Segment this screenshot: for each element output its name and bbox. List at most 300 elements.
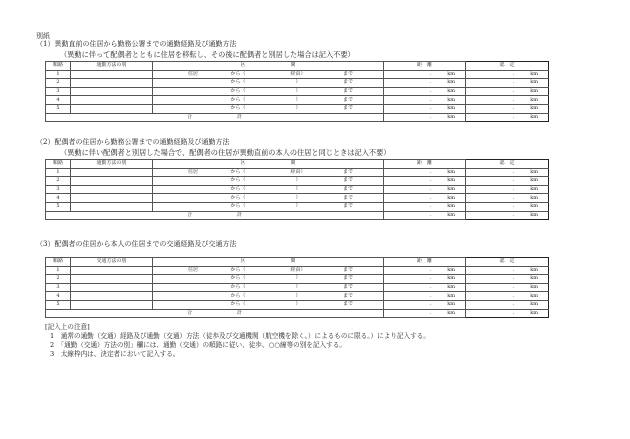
distance-field[interactable]	[384, 70, 466, 79]
decimal-point: .	[512, 113, 515, 120]
section-template	[153, 79, 383, 86]
to-label: まで	[342, 194, 353, 201]
total-row	[46, 113, 549, 122]
km-unit: km	[447, 79, 455, 86]
to-label: まで	[342, 70, 353, 77]
distance-field[interactable]	[384, 79, 466, 88]
section-header: 区 間	[153, 160, 384, 169]
km-unit: km	[530, 186, 538, 193]
to-label: まで	[342, 88, 353, 95]
via-label: ）	[295, 301, 301, 308]
decimal-point: .	[512, 105, 515, 112]
from-label: から（	[230, 186, 246, 193]
order-number: 1	[46, 266, 71, 275]
to-label: まで	[342, 266, 353, 273]
km-value	[466, 177, 548, 184]
table-row	[46, 300, 549, 309]
decimal-point: .	[429, 70, 432, 77]
decimal-point: .	[512, 79, 515, 86]
from-label: から（	[230, 284, 246, 291]
section-title: （1）異動直前の住居から勤務公署までの通勤経路及び通勤方法	[36, 40, 237, 48]
from-label: から（	[230, 266, 246, 273]
km-unit: km	[447, 177, 455, 184]
decimal-point: .	[429, 203, 432, 210]
method-field[interactable]	[71, 266, 153, 275]
decimal-point: .	[512, 203, 515, 210]
table-row	[46, 104, 549, 113]
km-value	[466, 203, 548, 210]
distance-total[interactable]	[384, 113, 466, 122]
decimal-point: .	[512, 284, 515, 291]
from-label: から（	[230, 70, 246, 77]
via-label: ）	[295, 186, 301, 193]
method-field[interactable]	[71, 292, 153, 301]
decimal-point: .	[429, 211, 432, 218]
km-value	[384, 186, 465, 193]
km-value	[466, 284, 548, 291]
decimal-point: .	[429, 292, 432, 299]
km-value	[466, 301, 548, 308]
residence-label: 住居	[187, 70, 198, 77]
method-field[interactable]	[71, 104, 153, 113]
section-template	[153, 275, 383, 282]
section-template	[153, 267, 383, 274]
header-row	[46, 62, 549, 71]
section-template	[153, 177, 383, 184]
approved-total[interactable]	[466, 309, 549, 318]
note-2: 2 「通勤（交通）方法の別」欄には、通勤（交通）の順路に従い、徒歩、○○線等の別を記入する。	[50, 341, 346, 349]
section-template	[153, 169, 383, 176]
km-unit: km	[447, 70, 455, 77]
distance-field[interactable]	[384, 177, 466, 186]
decimal-point: .	[429, 301, 432, 308]
km-value	[384, 169, 465, 176]
method-field[interactable]	[71, 177, 153, 186]
table-row	[46, 185, 549, 194]
section-field[interactable]	[153, 168, 384, 177]
section-field[interactable]	[153, 96, 384, 105]
km-unit: km	[530, 113, 538, 120]
via-label: 経由）	[290, 266, 306, 273]
residence-label	[173, 284, 213, 291]
km-value	[466, 169, 548, 176]
header-row	[46, 258, 549, 267]
section-template	[153, 88, 383, 95]
via-label: 経由）	[290, 70, 306, 77]
km-unit: km	[530, 96, 538, 103]
km-unit: km	[447, 186, 455, 193]
km-value	[466, 186, 548, 193]
distance-header: 距 離	[384, 62, 466, 71]
approved-field[interactable]	[466, 96, 549, 105]
method-field[interactable]	[71, 185, 153, 194]
km-value	[466, 114, 548, 121]
from-label: から（	[230, 194, 246, 201]
method-field[interactable]	[71, 275, 153, 284]
km-unit: km	[447, 96, 455, 103]
km-value	[384, 293, 465, 300]
method-header: 通勤方法の別	[71, 62, 153, 71]
table-row	[46, 266, 549, 275]
approved-field[interactable]	[466, 168, 549, 177]
km-value	[384, 97, 465, 104]
km-value	[466, 88, 548, 95]
via-label: ）	[295, 275, 301, 282]
residence-label	[173, 88, 213, 95]
km-value	[466, 105, 548, 112]
decimal-point: .	[512, 186, 515, 193]
km-value	[384, 284, 465, 291]
total-label: 合 計	[46, 211, 384, 220]
section-field[interactable]	[153, 275, 384, 284]
section-template	[153, 186, 383, 193]
order-number: 3	[46, 185, 71, 194]
km-value	[384, 267, 465, 274]
km-unit: km	[530, 177, 538, 184]
total-label: 合 計	[46, 309, 384, 318]
residence-label	[173, 177, 213, 184]
method-field[interactable]	[71, 96, 153, 105]
via-label: ）	[295, 96, 301, 103]
decimal-point: .	[429, 284, 432, 291]
decimal-point: .	[429, 105, 432, 112]
to-label: まで	[342, 301, 353, 308]
method-field[interactable]	[71, 168, 153, 177]
distance-field[interactable]	[384, 194, 466, 203]
km-unit: km	[530, 203, 538, 210]
to-label: まで	[342, 105, 353, 112]
order-header: 順路	[46, 160, 71, 169]
order-number: 1	[46, 168, 71, 177]
decimal-point: .	[512, 211, 515, 218]
approved-field[interactable]	[466, 70, 549, 79]
distance-total[interactable]	[384, 211, 466, 220]
km-unit: km	[447, 194, 455, 201]
km-value	[384, 212, 465, 219]
decimal-point: .	[429, 186, 432, 193]
decimal-point: .	[512, 96, 515, 103]
order-header: 順路	[46, 62, 71, 71]
distance-field[interactable]	[384, 104, 466, 113]
to-label: まで	[342, 168, 353, 175]
decimal-point: .	[429, 194, 432, 201]
table-row	[46, 79, 549, 88]
method-field[interactable]	[71, 79, 153, 88]
decimal-point: .	[429, 266, 432, 273]
km-unit: km	[447, 88, 455, 95]
distance-field[interactable]	[384, 168, 466, 177]
via-label: ）	[295, 177, 301, 184]
via-label: ）	[295, 284, 301, 291]
approved-header: 認 定	[466, 62, 549, 71]
section-field[interactable]	[153, 185, 384, 194]
table-row	[46, 87, 549, 96]
approved-field[interactable]	[466, 185, 549, 194]
approved-field[interactable]	[466, 292, 549, 301]
km-value	[384, 105, 465, 112]
order-number: 2	[46, 177, 71, 186]
approved-total[interactable]	[466, 113, 549, 122]
distance-field[interactable]	[384, 96, 466, 105]
km-value	[466, 195, 548, 202]
notes-heading: [記入上の注意]	[45, 323, 90, 331]
header-row	[46, 160, 549, 169]
km-unit: km	[530, 105, 538, 112]
distance-field[interactable]	[384, 292, 466, 301]
section-template	[153, 97, 383, 104]
to-label: まで	[342, 186, 353, 193]
table-row	[46, 292, 549, 301]
section-template	[153, 284, 383, 291]
order-number: 4	[46, 96, 71, 105]
method-field[interactable]	[71, 300, 153, 309]
distance-header: 距 離	[384, 258, 466, 267]
to-label: まで	[342, 96, 353, 103]
from-label: から（	[230, 301, 246, 308]
approved-field[interactable]	[466, 283, 549, 292]
section-title: （3）配偶者の住居から本人の住居までの交通経路及び交通方法	[36, 240, 237, 248]
km-value	[384, 71, 465, 78]
route-table	[45, 159, 549, 220]
table-row	[46, 194, 549, 203]
decimal-point: .	[512, 292, 515, 299]
from-label: から（	[230, 168, 246, 175]
residence-label	[173, 79, 213, 86]
from-label: から（	[230, 96, 246, 103]
km-unit: km	[447, 275, 455, 282]
section-field[interactable]	[153, 87, 384, 96]
decimal-point: .	[512, 194, 515, 201]
km-value	[384, 275, 465, 282]
table-row	[46, 70, 549, 79]
decimal-point: .	[512, 88, 515, 95]
km-unit: km	[530, 79, 538, 86]
km-value	[384, 177, 465, 184]
km-unit: km	[447, 168, 455, 175]
decimal-point: .	[512, 266, 515, 273]
residence-label	[173, 301, 213, 308]
approved-field[interactable]	[466, 300, 549, 309]
decimal-point: .	[429, 177, 432, 184]
decimal-point: .	[512, 177, 515, 184]
method-field[interactable]	[71, 194, 153, 203]
decimal-point: .	[429, 88, 432, 95]
approved-field[interactable]	[466, 202, 549, 211]
km-value	[384, 79, 465, 86]
km-unit: km	[447, 113, 455, 120]
km-unit: km	[447, 309, 455, 316]
decimal-point: .	[429, 275, 432, 282]
residence-label	[173, 186, 213, 193]
to-label: まで	[342, 284, 353, 291]
order-number: 2	[46, 275, 71, 284]
km-unit: km	[447, 211, 455, 218]
km-value	[466, 71, 548, 78]
km-unit: km	[447, 292, 455, 299]
residence-label	[173, 97, 213, 104]
residence-label: 住居	[187, 168, 198, 175]
section-field[interactable]	[153, 292, 384, 301]
residence-label	[173, 105, 213, 112]
note-1: 1 通常の通勤（交通）経路及び通勤（交通）方法（徒歩及び交通機関（航空機を除く。）によるものに限る。）により記入する。	[50, 332, 430, 340]
section-title: （2）配偶者の住居から勤務公署までの通勤経路及び通勤方法	[36, 138, 230, 146]
km-unit: km	[447, 266, 455, 273]
from-label: から（	[230, 203, 246, 210]
distance-field[interactable]	[384, 87, 466, 96]
km-unit: km	[530, 284, 538, 291]
distance-field[interactable]	[384, 185, 466, 194]
from-label: から（	[230, 292, 246, 299]
distance-header: 距 離	[384, 160, 466, 169]
km-value	[384, 114, 465, 121]
section-template	[153, 203, 383, 210]
section-field[interactable]	[153, 202, 384, 211]
km-unit: km	[447, 203, 455, 210]
km-unit: km	[447, 301, 455, 308]
order-number: 1	[46, 70, 71, 79]
section-template	[153, 71, 383, 78]
doc-label: 別紙	[36, 32, 50, 40]
note-3: 3 太線枠内は、決定者において記入する。	[50, 350, 180, 358]
from-label: から（	[230, 105, 246, 112]
notes	[45, 323, 430, 359]
via-label: ）	[295, 79, 301, 86]
from-label: から（	[230, 177, 246, 184]
method-field[interactable]	[71, 283, 153, 292]
via-label: ）	[295, 88, 301, 95]
section-template	[153, 105, 383, 112]
decimal-point: .	[512, 275, 515, 282]
order-number: 2	[46, 79, 71, 88]
km-unit: km	[530, 168, 538, 175]
via-label: ）	[295, 105, 301, 112]
table-row	[46, 275, 549, 284]
section-subtitle: （異動に伴って配偶者とともに住居を移転し、その後に配偶者と別居した場合は記入不要）	[60, 50, 355, 59]
order-number: 3	[46, 87, 71, 96]
distance-total[interactable]	[384, 309, 466, 318]
to-label: まで	[342, 177, 353, 184]
residence-label	[173, 275, 213, 282]
section-field[interactable]	[153, 194, 384, 203]
decimal-point: .	[512, 301, 515, 308]
km-unit: km	[530, 309, 538, 316]
km-value	[466, 275, 548, 282]
method-field[interactable]	[71, 70, 153, 79]
via-label: ）	[295, 292, 301, 299]
km-unit: km	[530, 275, 538, 282]
km-value	[466, 310, 548, 317]
method-field[interactable]	[71, 87, 153, 96]
section-field[interactable]	[153, 266, 384, 275]
km-value	[466, 79, 548, 86]
total-row	[46, 211, 549, 220]
km-value	[384, 310, 465, 317]
method-field[interactable]	[71, 202, 153, 211]
decimal-point: .	[429, 309, 432, 316]
approved-field[interactable]	[466, 87, 549, 96]
via-label: 経由）	[290, 168, 306, 175]
decimal-point: .	[429, 168, 432, 175]
approved-field[interactable]	[466, 79, 549, 88]
residence-label: 住居	[187, 266, 198, 273]
km-value	[466, 293, 548, 300]
km-value	[466, 212, 548, 219]
decimal-point: .	[429, 113, 432, 120]
to-label: まで	[342, 203, 353, 210]
section-header: 区 間	[153, 62, 384, 71]
distance-field[interactable]	[384, 202, 466, 211]
km-unit: km	[530, 301, 538, 308]
distance-field[interactable]	[384, 300, 466, 309]
approved-total[interactable]	[466, 211, 549, 220]
table-row	[46, 177, 549, 186]
section-field[interactable]	[153, 104, 384, 113]
section-template	[153, 301, 383, 308]
order-header: 順路	[46, 258, 71, 267]
decimal-point: .	[512, 168, 515, 175]
section-template	[153, 195, 383, 202]
section-field[interactable]	[153, 79, 384, 88]
route-table	[45, 257, 549, 318]
from-label: から（	[230, 79, 246, 86]
order-number: 5	[46, 202, 71, 211]
approved-field[interactable]	[466, 104, 549, 113]
order-number: 3	[46, 283, 71, 292]
via-label: ）	[295, 194, 301, 201]
km-value	[466, 267, 548, 274]
order-number: 4	[46, 194, 71, 203]
km-value	[384, 301, 465, 308]
residence-label	[173, 195, 213, 202]
section-field[interactable]	[153, 300, 384, 309]
method-header: 通勤方法の別	[71, 160, 153, 169]
km-unit: km	[530, 292, 538, 299]
km-unit: km	[447, 284, 455, 291]
section-field[interactable]	[153, 177, 384, 186]
to-label: まで	[342, 79, 353, 86]
from-label: から（	[230, 275, 246, 282]
decimal-point: .	[429, 79, 432, 86]
table-row	[46, 202, 549, 211]
distance-field[interactable]	[384, 283, 466, 292]
approved-field[interactable]	[466, 266, 549, 275]
section-field[interactable]	[153, 283, 384, 292]
to-label: まで	[342, 292, 353, 299]
table-row	[46, 283, 549, 292]
table-row	[46, 168, 549, 177]
km-unit: km	[530, 194, 538, 201]
approved-field[interactable]	[466, 177, 549, 186]
distance-field[interactable]	[384, 275, 466, 284]
km-value	[466, 97, 548, 104]
decimal-point: .	[512, 70, 515, 77]
decimal-point: .	[512, 309, 515, 316]
method-header: 交通方法の別	[71, 258, 153, 267]
residence-label	[173, 293, 213, 300]
km-unit: km	[530, 266, 538, 273]
section-template	[153, 293, 383, 300]
total-row	[46, 309, 549, 318]
approved-field[interactable]	[466, 275, 549, 284]
order-number: 5	[46, 300, 71, 309]
approved-field[interactable]	[466, 194, 549, 203]
residence-label	[173, 203, 213, 210]
section-field[interactable]	[153, 70, 384, 79]
distance-field[interactable]	[384, 266, 466, 275]
km-unit: km	[530, 211, 538, 218]
order-number: 4	[46, 292, 71, 301]
km-unit: km	[530, 88, 538, 95]
